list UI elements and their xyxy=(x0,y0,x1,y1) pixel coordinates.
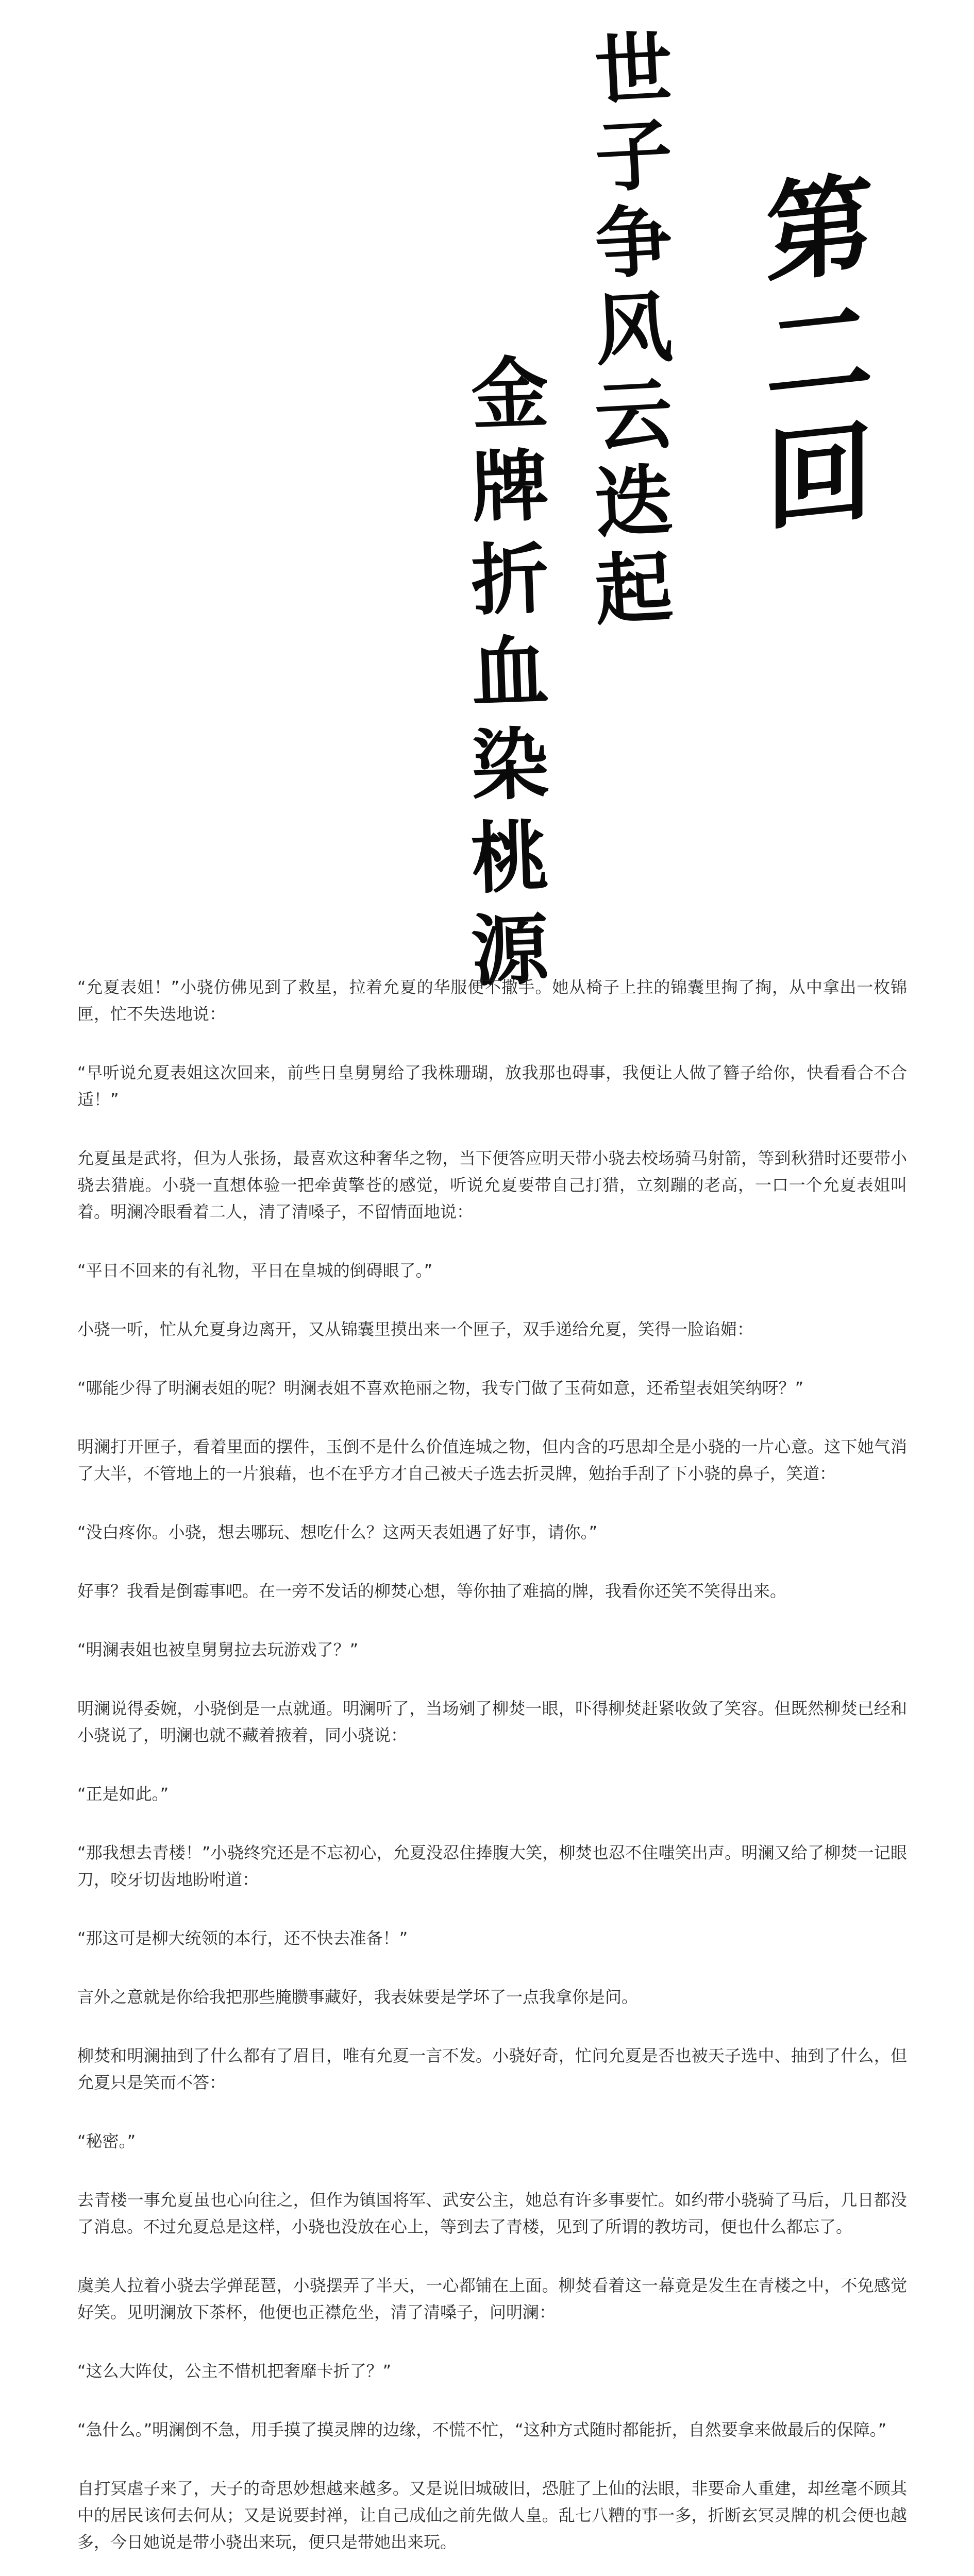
paragraph: “明澜表姐也被皇舅舅拉去玩游戏了？” xyxy=(77,1640,359,1659)
paragraph: 柳焚和明澜抽到了什么都有了眉目，唯有允夏一言不发。小骁好奇，忙问允夏是否也被天子选中、抽到了什么，但允夏只是笑而不答： xyxy=(77,2046,907,2092)
paragraph: 允夏虽是武将，但为人张扬，最喜欢这种奢华之物，当下便答应明天带小骁去校场骑马射箭，等到秋猎时还要带小骁去猎鹿。小骁一直想体验一把牵黄擎苍的感觉，听说允夏要带自己打猎，立刻蹦的老高，一口一个允夏表姐叫着。明澜冷眼看着二人，清了清嗓子，不留情面地说： xyxy=(77,1148,907,1222)
title-char: 世 xyxy=(593,22,675,117)
title-char: 起 xyxy=(593,541,675,636)
paragraph: “平日不回来的有礼物，平日在皇城的倒碍眼了。” xyxy=(77,1261,433,1280)
paragraph: 好事？我看是倒霉事吧。在一旁不发话的柳焚心想，等你抽了难搞的牌，我看你还笑不笑得出来。 xyxy=(77,1581,787,1601)
title-char: 血 xyxy=(469,625,550,719)
paragraph: 明澜说得委婉，小骁倒是一点就通。明澜听了，当场剜了柳焚一眼，吓得柳焚赶紧收敛了笑容。但既然柳焚已经和小骁说了，明澜也就不藏着掖着，同小骁说： xyxy=(77,1699,907,1745)
paragraph: 虞美人拉着小骁去学弹琵琶，小骁摆弄了半天，一心都铺在上面。柳焚看着这一幕竟是发生在青楼之中，不免感觉好笑。见明澜放下茶杯，他便也正襟危坐，清了清嗓子，问明澜： xyxy=(77,2276,907,2322)
chapter-title-area xyxy=(0,0,974,997)
paragraph: 言外之意就是你给我把那些腌臜事藏好，我表妹要是学坏了一点我拿你是问。 xyxy=(77,1987,639,2007)
title-char: 牌 xyxy=(469,440,550,534)
paragraph: “没白疼你。小骁，想去哪玩、想吃什么？这两天表姐遇了好事，请你。” xyxy=(77,1522,598,1542)
title-char: 争 xyxy=(593,195,675,290)
chapter-number xyxy=(752,159,886,546)
title-char: 回 xyxy=(765,406,874,546)
paragraph: “哪能少得了明澜表姐的呢？明澜表姐不喜欢艳丽之物，我专门做了玉荷如意，还希望表姐笑纳呀？” xyxy=(77,1378,804,1398)
paragraph: “那我想去青楼！”小骁终究还是不忘初心，允夏没忍住捧腹大笑，柳焚也忍不住嗤笑出声。明澜又给了柳焚一记眼刀，咬牙切齿地盼咐道： xyxy=(77,1843,907,1889)
title-char: 源 xyxy=(469,904,550,997)
title-char: 折 xyxy=(469,533,550,626)
paragraph: “急什么。”明澜倒不急，用手摸了摸灵牌的边缘，不慌不忙，“这种方式随时都能折，自然要拿来做最后的保障。” xyxy=(77,2420,887,2439)
title-char: 染 xyxy=(469,718,550,812)
paragraph: “秘密。” xyxy=(77,2131,136,2151)
paragraph: “早听说允夏表姐这次回来，前些日皇舅舅给了我株珊瑚，放我那也碍事，我便让人做了簪子给你，快看看合不合适！” xyxy=(77,1063,907,1109)
paragraph: “那这可是柳大统领的本行，还不快去准备！” xyxy=(77,1928,408,1948)
title-char: 桃 xyxy=(469,811,550,905)
title-char: 云 xyxy=(593,368,675,463)
chapter-body xyxy=(77,974,907,2576)
paragraph: 明澜打开匣子，看着里面的摆件，玉倒不是什么价值连城之物，但内含的巧思却全是小骁的一片心意。这下她气消了大半，不管地上的一片狼藉，也不在乎方才自己被天子选去折灵牌，勉抬手刮了下小骁的鼻子，笑道： xyxy=(77,1437,907,1483)
paragraph: 自打冥虐子来了，天子的奇思妙想越来越多。又是说旧城破旧，恐脏了上仙的法眼，非要命人重建，却丝毫不顾其中的居民该何去何从；又是说要封禅，让自己成仙之前先做人皇。乱七八糟的事一多，折断玄冥灵牌的机会便也越多，今日她说是带小骁出来玩，便只是带她出来玩。 xyxy=(77,2479,907,2552)
paragraph: “允夏表姐！”小骁仿佛见到了救星，拉着允夏的华服便不撒手。她从椅子上拄的锦囊里掏了掏，从中拿出一枚锦匣，忙不失迭地说： xyxy=(77,977,907,1024)
chapter-title-line-2 xyxy=(459,347,562,1005)
title-char: 二 xyxy=(765,283,874,422)
title-char: 迭 xyxy=(593,455,675,550)
title-char: 子 xyxy=(593,109,675,204)
paragraph: 去青楼一事允夏虽也心向往之，但作为镇国将军、武安公主，她总有许多事要忙。如约带小骁骑了马后，几日都没了消息。不过允夏总是这样，小骁也没放在心上，等到去了青楼，见到了所谓的教坊司，便也什么都忘了。 xyxy=(77,2190,907,2236)
paragraph: “正是如此。” xyxy=(77,1784,169,1804)
title-char: 第 xyxy=(765,159,874,299)
chapter-title-line-1 xyxy=(582,22,685,637)
paragraph: 小骁一听，忙从允夏身边离开，又从锦囊里摸出来一个匣子，双手递给允夏，笑得一脸谄媚： xyxy=(77,1319,754,1339)
title-char: 金 xyxy=(469,347,550,441)
title-char: 风 xyxy=(593,282,675,377)
paragraph: “这么大阵仗，公主不惜机把奢靡卡折了？” xyxy=(77,2361,392,2381)
